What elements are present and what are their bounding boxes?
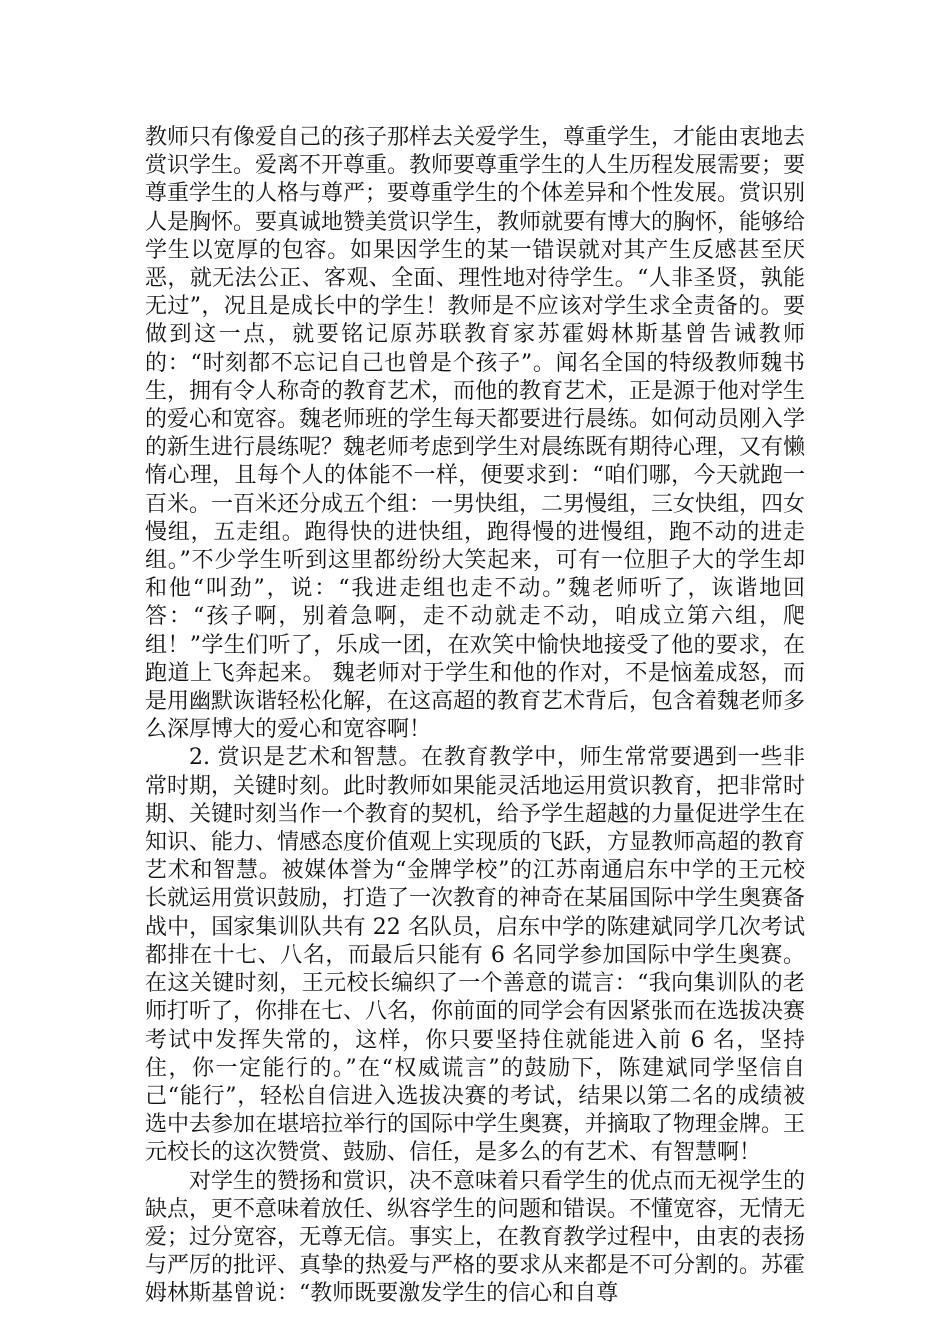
paragraph-1: 教师只有像爱自己的孩子那样去关爱学生，尊重学生，才能由衷地去赏识学生。爱离不开尊重。教师要尊重学生的人生历程发展需要；要尊重学生的人格与尊严；要尊重学生的个体差异和个性发展。赏识别人是胸怀。要真诚地赞美赏识学生，教师就要有博大的胸怀，能够给学生以宽厚的包容。如果因学生的某一错误就对其产生反感甚至厌恶，就无法公正、客观、全面、理性地对待学生。“人非圣贤，孰能无过”，况且是成长中的学生！教师是不应该对学生求全责备的。要做到这一点，就要铭记原苏联教育家苏霍姆林斯基曾告诫教师的：“时刻都不忘记自己也曾是个孩子”。闻名全国的特级教师魏书生，拥有令人称奇的教育艺术，而他的教育艺术，正是源于他对学生的爱心和宽容。魏老师班的学生每天都要进行晨练。如何动员刚入学的新生进行晨练呢？魏老师考虑到学生对晨练既有期待心理，又有懒惰心理，且每个人的体能不一样，便要求到：“咱们哪，今天就跑一百米。一百米还分成五个组：一男快组，二男慢组，三女快组，四女慢组，五走组。跑得快的进快组，跑得慢的进慢组，跑不动的进走组。”不少学生听到这里都纷纷大笑起来，可有一位胆子大的学生却和他“叫劲”，说：“我进走组也走不动。”魏老师听了，诙谐地回答：“孩子啊，别着急啊，走不动就走不动，咱成立第六组，爬组！”学生们听了，乐成一团，在欢笑中愉快地接受了他的要求，在跑道上飞奔起来。 魏老师对于学生和他的作对，不是恼羞成怒，而是用幽默诙谐轻松化解，在这高超的教育艺术背后，包含着魏老师多么深厚博大的爱心和宽容啊！ (145, 125, 806, 743)
paragraph-3: 对学生的赞扬和赏识，决不意味着只看学生的优点而无视学生的缺点，更不意味着放任、纵容学生的问题和错误。不懂宽容，无情无爱；过分宽容，无尊无信。事实上，在教育教学过程中，由衷的表扬与严厉的批评、真挚的热爱与严格的要求从来都是不可分割的。苏霍姆林斯基曾说：“教师既要激发学生的信心和自尊 (145, 1168, 806, 1307)
paragraph-2: 2. 赏识是艺术和智慧。在教育教学中，师生常常要遇到一些非常时期，关键时刻。此时教师如果能灵活地运用赏识教育，把非常时期、关键时刻当作一个教育的契机，给予学生超越的力量促进学生在知识、能力、情感态度价值观上实现质的飞跃，方显教师高超的教育艺术和智慧。被媒体誉为“金牌学校”的江苏南通启东中学的王元校长就运用赏识鼓励，打造了一次教育的神奇在某届国际中学生奥赛备战中，国家集训队共有 22 名队员，启东中学的陈建斌同学几次考试都排在十七、八名，而最后只能有 6 名同学参加国际中学生奥赛。在这关键时刻，王元校长编织了一个善意的谎言：“我向集训队的老师打听了，你排在七、八名，你前面的同学会有因紧张而在选拔决赛考试中发挥失常的，这样，你只要坚持住就能进入前 6 名，坚持住，你一定能行的。”在“权威谎言”的鼓励下，陈建斌同学坚信自己“能行”，轻松自信进入选拔决赛的考试，结果以第二名的成绩被选中去参加在堪培拉举行的国际中学生奥赛，并摘取了物理金牌。王元校长的这次赞赏、鼓励、信任，是多么的有艺术、有智慧啊！ (145, 745, 806, 1166)
document-body (145, 124, 805, 1309)
